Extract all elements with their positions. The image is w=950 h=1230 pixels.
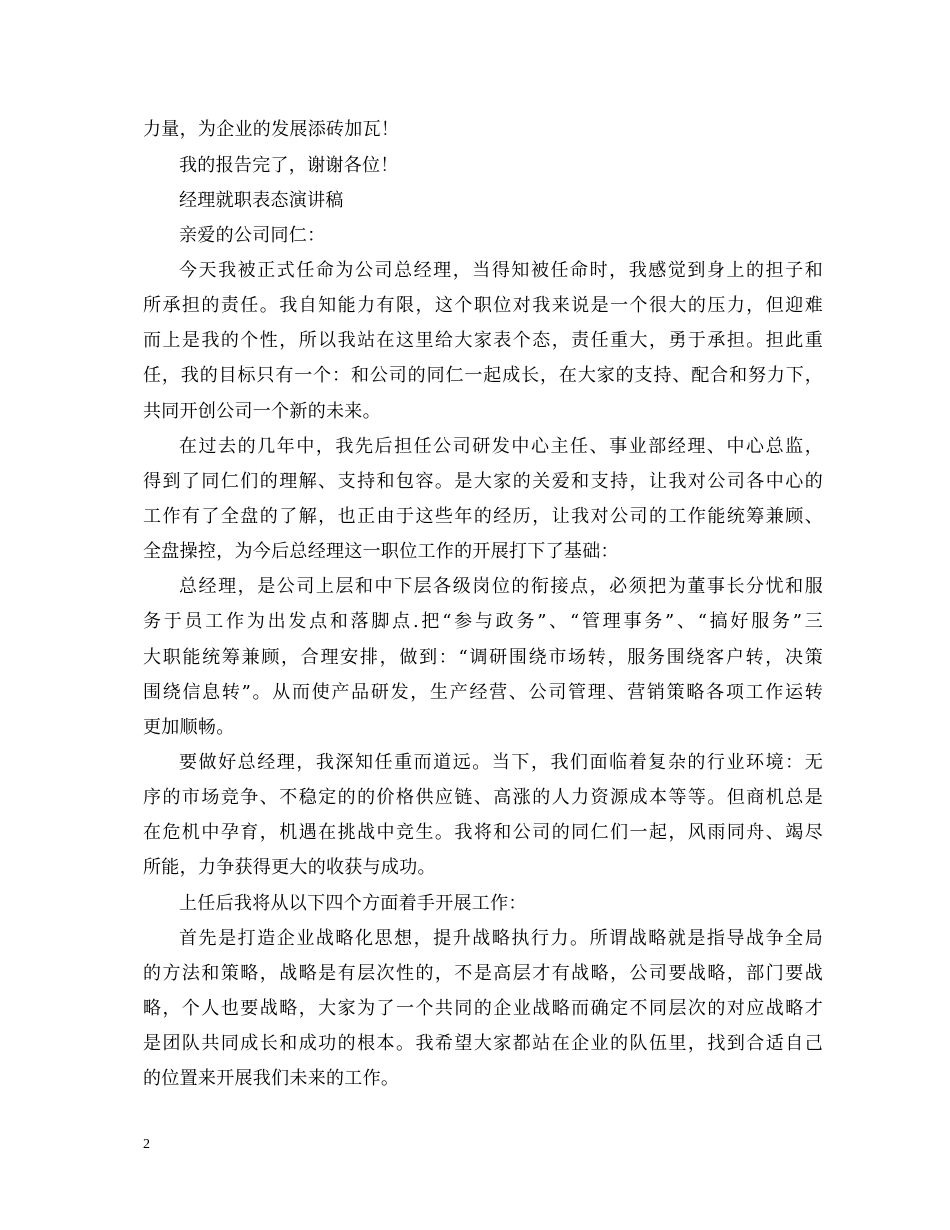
text-line: 全盘操控，为今后总经理这一职位工作的开展打下了基础： xyxy=(143,541,619,562)
text-line: 工作有了全盘的了解，也正由于这些年的经历，让我对公司的工作能统筹兼顾、 xyxy=(143,506,823,527)
text-line: 我的报告完了，谢谢各位！ xyxy=(179,155,399,176)
text-line: 总经理，是公司上层和中下层各级岗位的衔接点，必须把为董事长分忧和服 xyxy=(179,576,823,597)
text-line: 力量，为企业的发展添砖加瓦！ xyxy=(143,119,400,140)
text-line: 所承担的责任。我自知能力有限，这个职位对我来说是一个很大的压力，但迎难 xyxy=(143,295,823,316)
text-line: 要做好总经理，我深知任重而道远。当下，我们面临着复杂的行业环境：无 xyxy=(179,752,823,773)
text-line: 大职能统筹兼顾，合理安排，做到：“调研围绕市场转，服务围绕客户转，决策 xyxy=(143,647,823,668)
text-line: 的方法和策略，战略是有层次性的，不是高层才有战略，公司要战略，部门要战 xyxy=(143,963,823,984)
text-line: 共同开创公司一个新的未来。 xyxy=(143,401,381,422)
text-line: 是团队共同成长和成功的根本。我希望大家都站在企业的队伍里，找到合适自己 xyxy=(143,1033,823,1054)
salutation: 亲爱的公司同仁： xyxy=(179,225,326,246)
page-number: 2 xyxy=(143,1137,150,1152)
text-line: 围绕信息转”。从而使产品研发，生产经营、公司管理、营销策略各项工作运转 xyxy=(143,682,823,703)
text-line: 更加顺畅。 xyxy=(143,717,235,738)
text-line: 务于员工作为出发点和落脚点.把“参与政务”、“管理事务”、“搞好服务”三 xyxy=(143,611,823,632)
text-line: 而上是我的个性，所以我站在这里给大家表个态，责任重大，勇于承担。担此重 xyxy=(143,330,823,351)
text-line: 的位置来开展我们未来的工作。 xyxy=(143,1068,400,1089)
text-line: 上任后我将从以下四个方面着手开展工作： xyxy=(179,893,527,914)
section-title: 经理就职表态演讲稿 xyxy=(179,190,344,211)
text-line: 在危机中孕育，机遇在挑战中竞生。我将和公司的同仁们一起，风雨同舟、竭尽 xyxy=(143,822,823,843)
text-line: 在过去的几年中，我先后担任公司研发中心主任、事业部经理、中心总监， xyxy=(179,436,823,457)
text-line: 今天我被正式任命为公司总经理，当得知被任命时，我感觉到身上的担子和 xyxy=(179,260,823,281)
text-line: 得到了同仁们的理解、支持和包容。是大家的关爱和支持，让我对公司各中心的 xyxy=(143,471,823,492)
text-line: 略，个人也要战略，大家为了一个共同的企业战略而确定不同层次的对应战略才 xyxy=(143,998,823,1019)
text-line: 首先是打造企业战略化思想，提升战略执行力。所谓战略就是指导战争全局 xyxy=(179,928,823,949)
text-line: 任，我的目标只有一个：和公司的同仁一起成长，在大家的支持、配合和努力下， xyxy=(143,365,823,386)
text-line: 所能，力争获得更大的收获与成功。 xyxy=(143,857,436,878)
text-line: 序的市场竞争、不稳定的的价格供应链、高涨的人力资源成本等等。但商机总是 xyxy=(143,787,823,808)
